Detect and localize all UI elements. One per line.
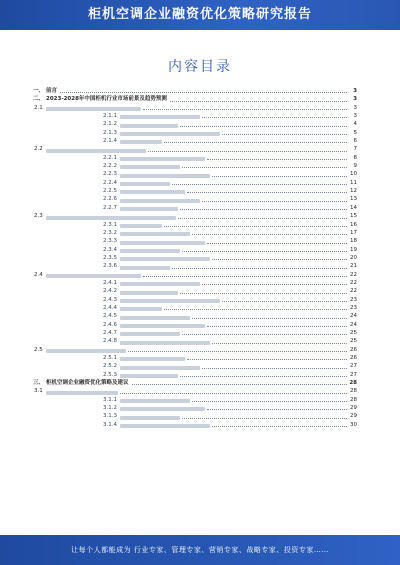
illegible-text-placeholder — [120, 115, 200, 119]
toc-page-number: 23 — [350, 304, 357, 311]
toc-leader-dots — [132, 384, 347, 385]
toc-leader-dots — [143, 109, 347, 110]
toc-entry[interactable] — [33, 145, 357, 153]
illegible-text-placeholder — [46, 149, 146, 153]
toc-leader-dots — [172, 268, 347, 269]
toc-entry-number: 2.3.3 — [103, 238, 117, 245]
toc-leader-dots — [212, 176, 347, 177]
illegible-text-placeholder — [120, 266, 170, 270]
toc-entry[interactable] — [33, 221, 357, 229]
toc-leader-dots — [182, 334, 347, 335]
toc-entry-number: 2.3.6 — [103, 263, 117, 270]
toc-entry-number: 2.2.2 — [103, 163, 117, 170]
toc-entry-number: 2.2.7 — [103, 204, 117, 211]
illegible-text-placeholder — [120, 407, 205, 411]
toc-heading: 内容目录 — [168, 59, 232, 75]
toc-entry[interactable] — [33, 321, 357, 329]
toc-leader-dots — [187, 192, 347, 193]
toc-entry-number: 三、 — [33, 380, 45, 387]
toc-leader-dots — [207, 409, 347, 410]
toc-entry[interactable] — [33, 120, 357, 128]
toc-entry-number: 2.4 — [34, 271, 43, 278]
toc-leader-dots — [207, 243, 347, 244]
toc-leader-dots — [182, 251, 347, 252]
toc-entry[interactable] — [33, 304, 357, 312]
toc-page-number: 20 — [350, 254, 357, 261]
toc-page-number: 19 — [350, 246, 357, 253]
toc-leader-dots — [192, 234, 347, 235]
illegible-text-placeholder — [120, 424, 210, 428]
toc-entry[interactable] — [33, 137, 357, 145]
toc-entry-title: 柜机空调企业融资优化策略及建议 — [46, 380, 129, 387]
toc-page-number: 28 — [349, 380, 357, 387]
toc-entry[interactable] — [33, 87, 357, 95]
toc-leader-dots — [192, 401, 347, 402]
toc-page-number: 21 — [350, 263, 357, 270]
illegible-text-placeholder — [120, 366, 200, 370]
illegible-text-placeholder — [120, 124, 178, 128]
toc-page-number: 29 — [350, 413, 357, 420]
toc-page-number: 29 — [350, 405, 357, 412]
toc-entry-number: 2.2.4 — [103, 179, 117, 186]
toc-page-number: 8 — [353, 154, 357, 161]
toc-entry[interactable] — [33, 237, 357, 245]
toc-page-number: 22 — [350, 279, 357, 286]
toc-page-number: 16 — [350, 221, 357, 228]
toc-page-number: 13 — [350, 196, 357, 203]
toc-entry-number: 2.4.7 — [103, 329, 117, 336]
toc-entry-number: 2.1.3 — [103, 129, 117, 136]
toc-page-number: 6 — [353, 138, 357, 145]
toc-page-number: 9 — [353, 163, 357, 170]
toc-entry-number: 二、 — [33, 96, 45, 103]
illegible-text-placeholder — [46, 107, 141, 111]
toc-entry[interactable] — [33, 337, 357, 345]
toc-entry-number: 2.4.3 — [103, 296, 117, 303]
illegible-text-placeholder — [46, 391, 118, 395]
toc-entry[interactable] — [33, 170, 357, 178]
toc-entry-number: 2.5.1 — [103, 355, 117, 361]
toc-entry-number: 2.3 — [34, 213, 43, 220]
toc-entry-number: 2.5.2 — [103, 363, 117, 370]
illegible-text-placeholder — [120, 282, 200, 286]
toc-entry[interactable] — [33, 279, 357, 287]
illegible-text-placeholder — [46, 216, 176, 220]
toc-entry-number: 2.2.1 — [103, 154, 117, 161]
toc-page-number: 27 — [350, 363, 357, 370]
illegible-text-placeholder — [120, 174, 210, 178]
toc-leader-dots — [120, 393, 347, 394]
toc-page-number: 10 — [350, 171, 357, 178]
toc-entry[interactable] — [33, 412, 357, 420]
toc-leader-dots — [172, 184, 347, 185]
toc-entry-number: 2.3.4 — [103, 246, 117, 253]
toc-leader-dots — [143, 276, 347, 277]
toc-entry-title: 前言 — [46, 88, 58, 94]
toc-entry-number: 2.5.3 — [103, 371, 117, 378]
illegible-text-placeholder — [120, 332, 180, 336]
illegible-text-placeholder — [120, 132, 220, 136]
toc-entry[interactable] — [33, 204, 357, 212]
toc-leader-dots — [182, 418, 347, 419]
toc-page-number: 26 — [350, 346, 357, 353]
illegible-text-placeholder — [120, 249, 180, 253]
illegible-text-placeholder — [120, 307, 162, 311]
illegible-text-placeholder — [120, 165, 180, 169]
toc-page-number: 22 — [350, 271, 357, 278]
toc-entry-number: 2.2 — [34, 146, 43, 153]
toc-entry-number: 2.4.6 — [103, 321, 117, 328]
toc-entry[interactable] — [33, 212, 357, 220]
toc-entry-number: 2.4.4 — [103, 304, 117, 311]
toc-entry[interactable] — [33, 95, 357, 103]
illegible-text-placeholder — [46, 274, 141, 278]
toc-leader-dots — [212, 426, 347, 427]
illegible-text-placeholder — [120, 299, 220, 303]
toc-page-number: 28 — [350, 396, 357, 403]
toc-entry[interactable] — [33, 296, 357, 304]
illegible-text-placeholder — [120, 341, 210, 345]
illegible-text-placeholder — [120, 399, 190, 403]
toc-entry-number: 2.1.2 — [103, 121, 117, 128]
toc-entry[interactable] — [33, 271, 357, 279]
toc-page-number: 7 — [353, 146, 357, 153]
illegible-text-placeholder — [120, 199, 200, 203]
toc-leader-dots — [222, 134, 347, 135]
illegible-text-placeholder — [120, 140, 162, 144]
toc-entry-number: 2.2.6 — [103, 196, 117, 203]
toc-leader-dots — [187, 359, 347, 360]
toc-leader-dots — [202, 284, 347, 285]
toc-leader-dots — [148, 151, 347, 152]
toc-leader-dots — [182, 167, 347, 168]
toc-page-number: 14 — [350, 204, 357, 211]
toc-page-number: 5 — [353, 129, 357, 136]
toc-entry-number: 2.2.3 — [103, 171, 117, 178]
toc-page-number: 26 — [350, 355, 357, 361]
toc-entry[interactable] — [33, 362, 357, 370]
toc-leader-dots — [207, 159, 347, 160]
toc-entry-number: 一、 — [33, 88, 45, 94]
table-of-contents — [33, 87, 357, 429]
toc-page-number: 24 — [350, 321, 357, 328]
illegible-text-placeholder — [120, 190, 185, 194]
illegible-text-placeholder — [120, 157, 205, 161]
illegible-text-placeholder — [120, 291, 178, 295]
toc-entry[interactable] — [33, 187, 357, 195]
illegible-text-placeholder — [120, 316, 190, 320]
toc-entry-number: 2.4.2 — [103, 288, 117, 295]
toc-leader-dots — [202, 368, 347, 369]
toc-page-number: 3 — [353, 104, 357, 111]
illegible-text-placeholder — [120, 241, 205, 245]
toc-leader-dots — [164, 226, 347, 227]
toc-entry-number: 2.1.4 — [103, 138, 117, 145]
toc-entry[interactable] — [33, 254, 357, 262]
toc-leader-dots — [60, 92, 347, 93]
toc-leader-dots — [180, 293, 347, 294]
toc-leader-dots — [170, 101, 347, 102]
toc-page-number: 25 — [350, 338, 357, 345]
toc-entry[interactable] — [33, 312, 357, 320]
toc-entry-number: 2.3.1 — [103, 221, 117, 228]
report-title: 柜机空调企业融资优化策略研究报告 — [87, 7, 312, 22]
toc-page-number: 15 — [350, 213, 357, 220]
toc-entry[interactable] — [33, 346, 357, 354]
toc-page-number: 23 — [350, 296, 357, 303]
illegible-text-placeholder — [120, 224, 162, 228]
toc-leader-dots — [164, 309, 347, 310]
toc-page-number: 27 — [350, 371, 357, 378]
toc-page-number: 22 — [350, 288, 357, 295]
toc-entry[interactable] — [33, 371, 357, 379]
toc-entry-number: 2.2.5 — [103, 188, 117, 195]
toc-page-number: 3 — [353, 88, 357, 94]
toc-leader-dots — [192, 318, 347, 319]
toc-page-number: 28 — [350, 388, 357, 395]
toc-page-number: 11 — [350, 179, 357, 186]
toc-entry[interactable] — [33, 112, 357, 120]
toc-entry-number: 2.5 — [34, 346, 43, 353]
illegible-text-placeholder — [120, 374, 178, 378]
toc-entry[interactable] — [33, 162, 357, 170]
toc-entry-number: 2.4.8 — [103, 338, 117, 345]
toc-entry[interactable] — [33, 329, 357, 337]
header-banner — [0, 0, 400, 30]
toc-leader-dots — [222, 301, 347, 302]
toc-leader-dots — [128, 351, 347, 352]
toc-entry[interactable] — [33, 379, 357, 387]
toc-page-number: 18 — [350, 238, 357, 245]
toc-leader-dots — [202, 117, 347, 118]
illegible-text-placeholder — [120, 416, 180, 420]
toc-entry[interactable] — [33, 287, 357, 295]
illegible-text-placeholder — [120, 232, 190, 236]
illegible-text-placeholder — [120, 257, 210, 261]
toc-entry[interactable] — [33, 404, 357, 412]
toc-entry-number: 2.1.1 — [103, 113, 117, 120]
toc-entry-title: 2023-2028年中国柜机行业市场前景及趋势预测 — [46, 96, 167, 103]
toc-leader-dots — [178, 218, 347, 219]
toc-entry[interactable] — [33, 387, 357, 395]
toc-leader-dots — [207, 326, 347, 327]
toc-page-number: 25 — [350, 329, 357, 336]
toc-entry-number: 3.1.2 — [103, 405, 117, 412]
toc-leader-dots — [212, 343, 347, 344]
illegible-text-placeholder — [46, 349, 126, 353]
toc-entry[interactable] — [33, 421, 357, 429]
toc-entry-number: 2.3.5 — [103, 254, 117, 261]
toc-entry-number: 2.4.1 — [103, 279, 117, 286]
toc-leader-dots — [180, 209, 347, 210]
toc-page-number: 30 — [350, 421, 357, 428]
toc-page-number: 12 — [350, 188, 357, 195]
toc-leader-dots — [180, 376, 347, 377]
footer-banner — [0, 535, 400, 565]
toc-leader-dots — [164, 142, 347, 143]
toc-entry-number: 3.1 — [34, 388, 43, 395]
illegible-text-placeholder — [120, 357, 185, 361]
toc-entry-number: 2.4.5 — [103, 313, 117, 320]
toc-entry-number: 3.1.4 — [103, 421, 117, 428]
toc-entry[interactable] — [33, 229, 357, 237]
footer-slogan: 让每个人都能成为 行业专家、管理专家、营销专家、战略专家、投资专家…… — [71, 546, 329, 554]
toc-entry[interactable] — [33, 129, 357, 137]
toc-page-number: 17 — [350, 229, 357, 236]
toc-entry[interactable] — [33, 246, 357, 254]
toc-leader-dots — [180, 126, 347, 127]
toc-entry[interactable] — [33, 179, 357, 187]
toc-leader-dots — [212, 259, 347, 260]
toc-entry-number: 2.3.2 — [103, 229, 117, 236]
illegible-text-placeholder — [120, 182, 170, 186]
toc-leader-dots — [202, 201, 347, 202]
toc-entry-number: 3.1.1 — [103, 396, 117, 403]
toc-entry[interactable] — [33, 262, 357, 270]
toc-entry-number: 3.1.3 — [103, 413, 117, 420]
illegible-text-placeholder — [120, 207, 178, 211]
toc-entry[interactable] — [33, 154, 357, 162]
toc-page-number: 3 — [353, 113, 357, 120]
toc-entry-number: 2.1 — [34, 104, 43, 111]
toc-entry[interactable] — [33, 104, 357, 112]
toc-entry[interactable] — [33, 396, 357, 404]
toc-page-number: 4 — [353, 121, 357, 128]
toc-page-number: 24 — [350, 313, 357, 320]
toc-entry[interactable] — [33, 195, 357, 203]
toc-page-number: 3 — [353, 96, 357, 103]
toc-entry[interactable] — [33, 354, 357, 362]
illegible-text-placeholder — [120, 324, 205, 328]
